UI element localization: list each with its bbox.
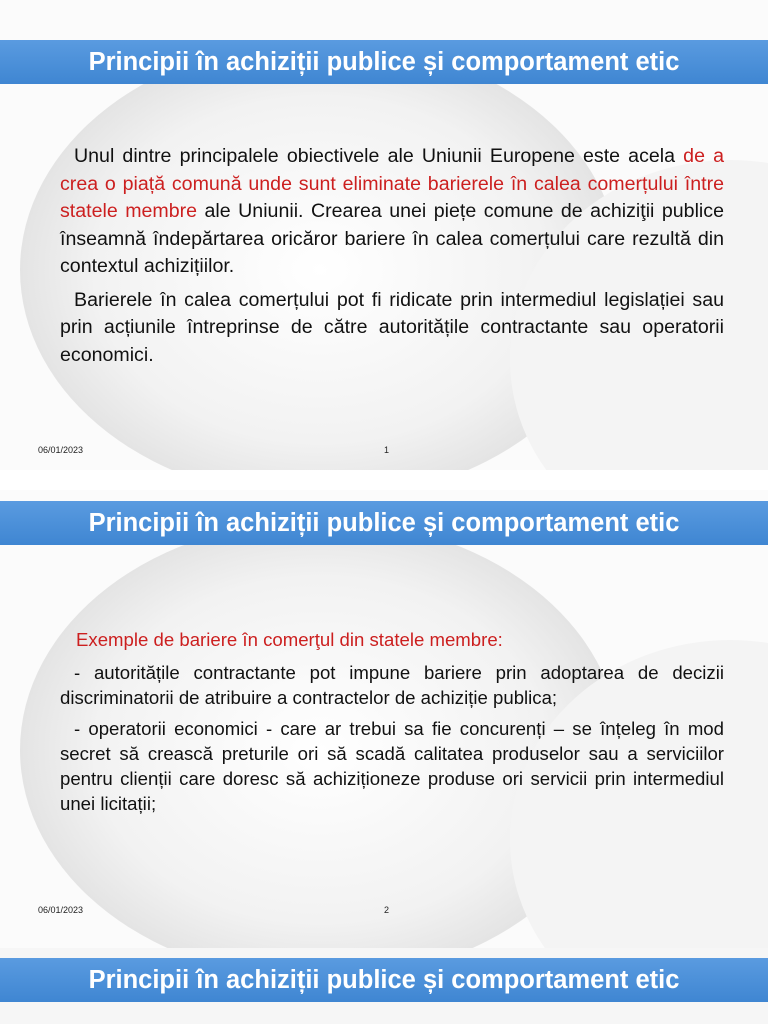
examples-heading: Exemple de bariere în comerţul din statele membre:	[76, 629, 503, 650]
slide-3	[0, 948, 768, 1024]
slide-body	[60, 143, 724, 375]
highlight-text: de a crea o piață comună unde sunt eliminate barierele în calea comerțului între statele membre	[60, 145, 725, 222]
paragraph-1-text: Unul dintre principalele obiectivele ale Uniunii Europene este acela	[74, 145, 684, 167]
slide-1	[0, 0, 768, 470]
slide-number: 2	[384, 905, 390, 915]
slide-number: 1	[384, 445, 390, 455]
slide-date: 06/01/2023	[38, 905, 84, 915]
slide-2	[0, 490, 768, 948]
slide-date: 06/01/2023	[38, 445, 84, 455]
slide-title: Principii în achiziții publice și comportament etic	[0, 958, 768, 1002]
slide-title: Principii în achiziții publice și comportament etic	[0, 501, 768, 545]
example-item-2: - operatorii economici - care ar trebui sa fie concurenți – se înțeleg în mod secret să crească preturile ori să scadă calitatea produselor sau a serviciilor pentru clienții care doresc să achiziționeze produse ori servicii prin intermediul unei licitații;	[60, 718, 724, 814]
example-item-1: - autoritățile contractante pot impune bariere prin adoptarea de decizii discriminatorii de atribuire a contractelor de achiziție publica;	[60, 662, 724, 708]
paragraph-2: Barierele în calea comerțului pot fi ridicate prin intermediul legislației sau prin acțiunile întreprinse de către autoritățile contractante sau operatorii economici.	[60, 288, 724, 366]
slide-body	[60, 627, 724, 822]
paragraph-1-text-end: ale Uniunii. Crearea unei piețe comune de achiziţii publice înseamnă îndepărtarea oricăror bariere în calea comerțului care rezultă din contextul achizițiilor.	[60, 200, 724, 277]
slide-title: Principii în achiziții publice și comportament etic	[0, 40, 768, 84]
paragraph-1	[60, 143, 724, 281]
